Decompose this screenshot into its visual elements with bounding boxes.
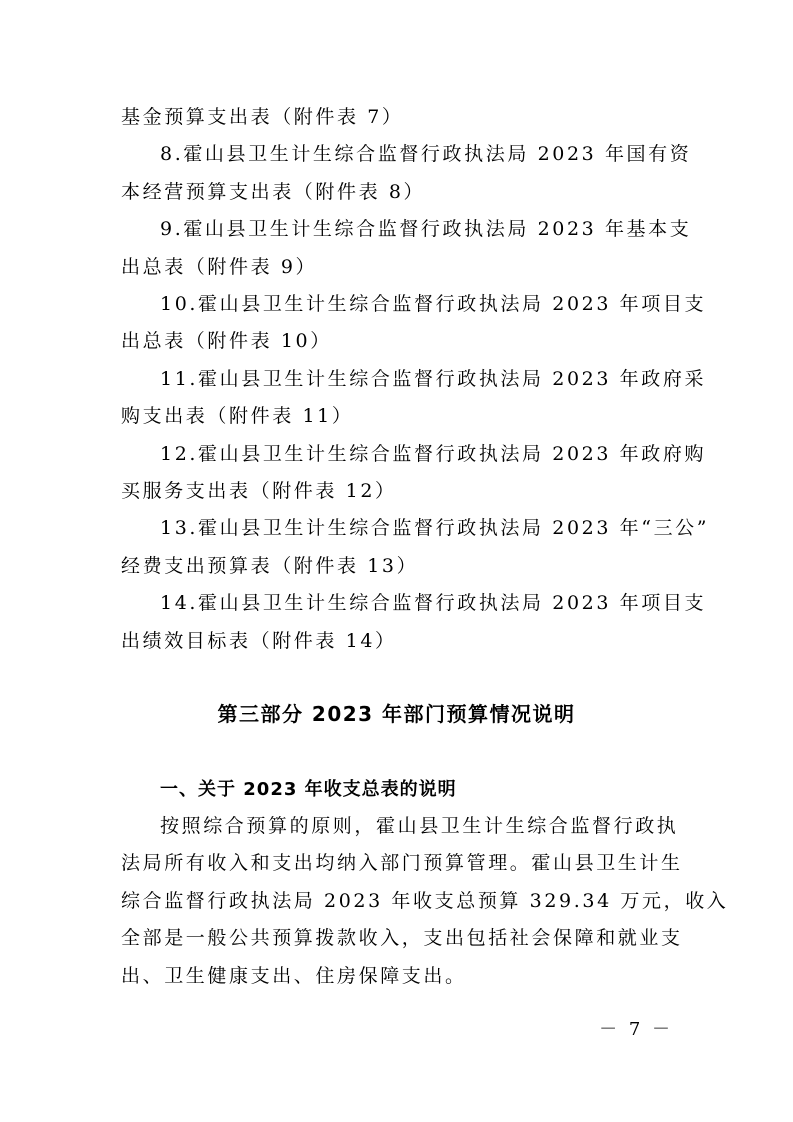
paragraph-line: 出、卫生健康支出、住房保障支出。 <box>121 964 467 987</box>
list-item-continuation: 购支出表（附件表 11） <box>121 405 354 428</box>
list-item-continuation: 出绩效目标表（附件表 14） <box>121 629 397 652</box>
list-item-line: 9.霍山县卫生计生综合监督行政执法局 2023 年基本支 <box>160 218 692 241</box>
list-item-line: 10.霍山县卫生计生综合监督行政执法局 2023 年项目支 <box>160 293 707 315</box>
page-number: － 7 － <box>599 1019 673 1040</box>
paragraph-line: 全部是一般公共预算拨款收入，支出包括社会保障和就业支 <box>121 927 683 950</box>
list-item-line: 8.霍山县卫生计生综合监督行政执法局 2023 年国有资 <box>160 143 692 166</box>
section-title: 第三部分 2023 年部门预算情况说明 <box>217 702 576 726</box>
list-item-line: 12.霍山县卫生计生综合监督行政执法局 2023 年政府购 <box>160 442 707 465</box>
list-item-continuation: 本经营预算支出表（附件表 8） <box>121 180 426 203</box>
list-item-line: 14.霍山县卫生计生综合监督行政执法局 2023 年项目支 <box>160 592 707 615</box>
paragraph-line: 按照综合预算的原则，霍山县卫生计生综合监督行政执 <box>160 815 679 837</box>
list-item-line: 13.霍山县卫生计生综合监督行政执法局 2023 年“三公” <box>160 517 710 540</box>
list-item-continuation: 买服务支出表（附件表 12） <box>121 480 397 502</box>
list-item-continuation: 基金预算支出表（附件表 7） <box>121 106 404 128</box>
paragraph-line: 法局所有收入和支出均纳入部门预算管理。霍山县卫生计生 <box>121 852 683 875</box>
paragraph-line: 综合监督行政执法局 2023 年收支总预算 329.34 万元，收入 <box>121 889 729 912</box>
subsection-title: 一、关于 2023 年收支总表的说明 <box>160 779 457 800</box>
list-item-line: 11.霍山县卫生计生综合监督行政执法局 2023 年政府采 <box>160 367 707 390</box>
list-item-continuation: 出总表（附件表 10） <box>121 330 332 353</box>
list-item-continuation: 出总表（附件表 9） <box>121 255 318 278</box>
list-item-continuation: 经费支出预算表（附件表 13） <box>121 554 419 577</box>
